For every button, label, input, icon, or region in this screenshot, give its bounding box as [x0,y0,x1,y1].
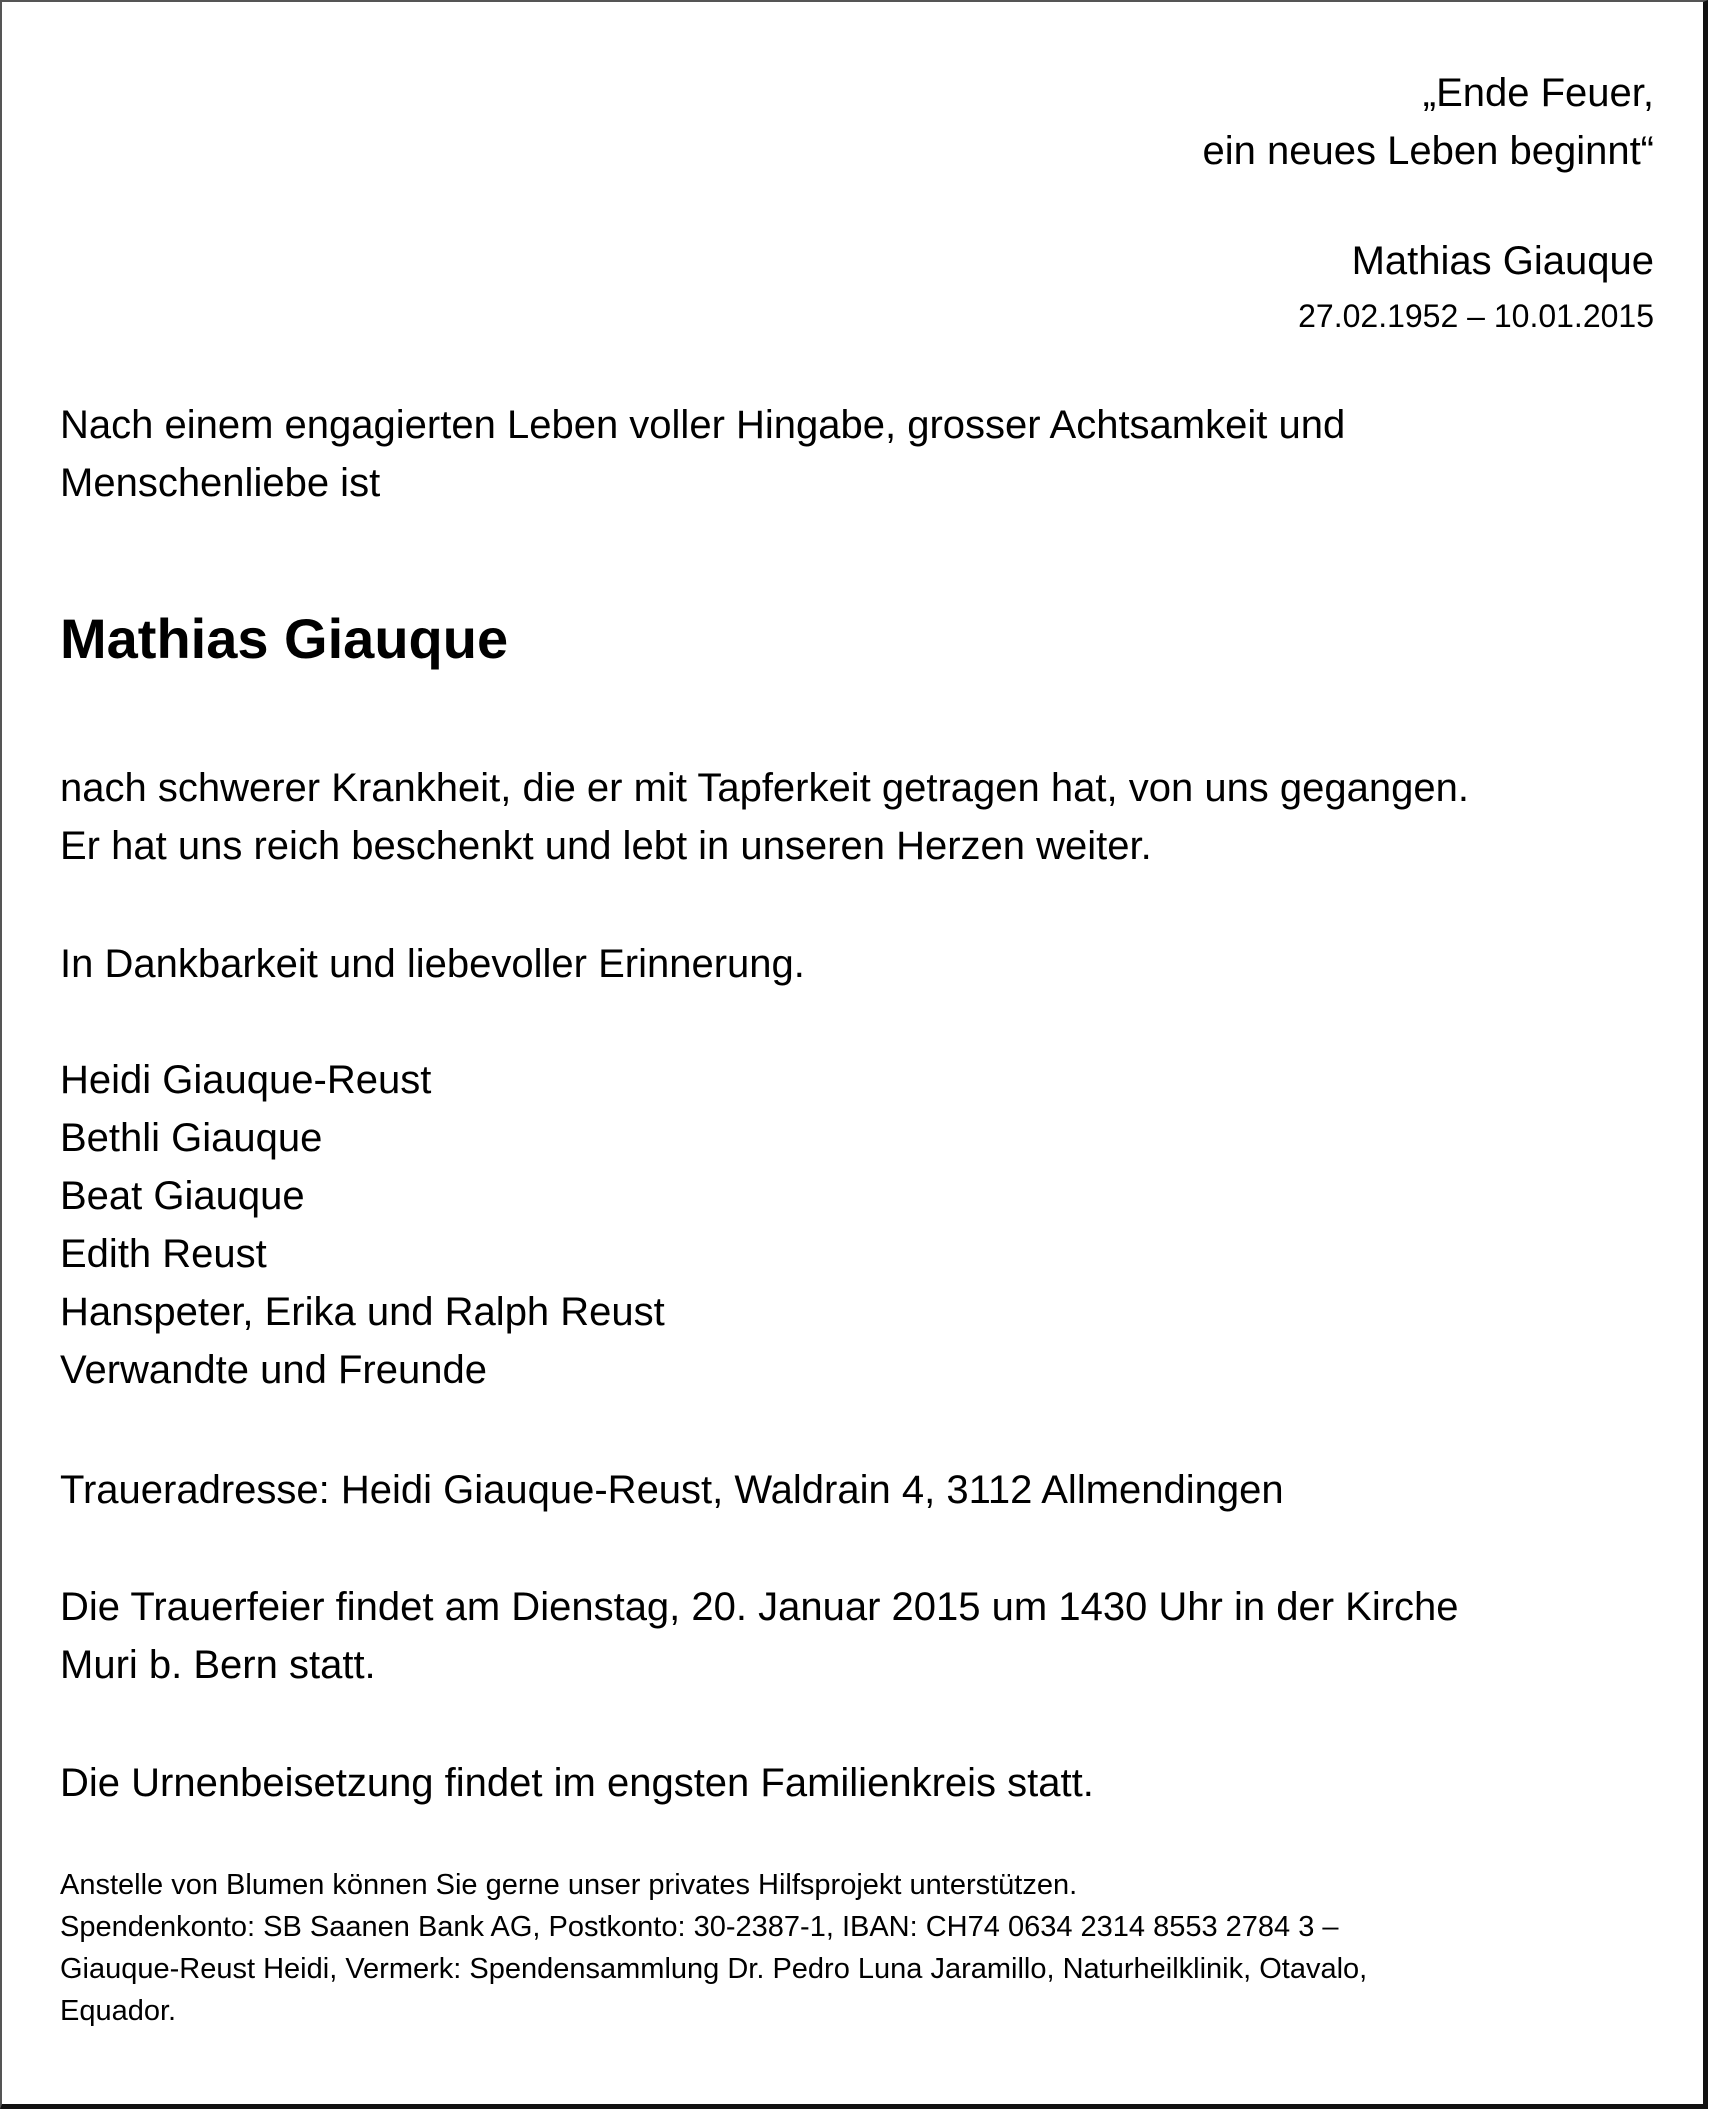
mourner-item: Heidi Giauque-Reust [60,1058,432,1102]
quote-line-2: ein neues Leben beginnt“ [1202,129,1654,173]
epigraph-quote [1203,64,1654,180]
mourners-list [60,1051,665,1399]
intro-line-1: Nach einem engagierten Leben voller Hingabe, grosser Achtsamkeit und [60,403,1346,447]
footer-line-2: Spendenkonto: SB Saanen Bank AG, Postkonto: 30-2387-1, IBAN: CH74 0634 2314 8553 2784 3 – [60,1911,1339,1943]
mourner-item: Bethli Giauque [60,1116,323,1160]
mourner-item: Edith Reust [60,1232,267,1276]
mourning-address: Traueradresse: Heidi Giauque-Reust, Waldrain 4, 3112 Allmendingen [60,1468,1284,1512]
body-line-2: Er hat uns reich beschenkt und lebt in unseren Herzen weiter. [60,824,1152,868]
mourner-item: Hanspeter, Erika und Ralph Reust [60,1290,665,1334]
intro-line-2: Menschenliebe ist [60,461,381,505]
body-line-1: nach schwerer Krankheit, die er mit Tapferkeit getragen hat, von uns gegangen. [60,766,1470,810]
header-name: Mathias Giauque [1351,239,1654,283]
intro-paragraph [60,396,1345,512]
ceremony-line-1: Die Trauerfeier findet am Dienstag, 20. Januar 2015 um 1430 Uhr in der Kirche [60,1585,1459,1629]
mourner-item: Beat Giauque [60,1174,305,1218]
mourner-item: Verwandte und Freunde [60,1348,487,1392]
ceremony-line-2: Muri b. Bern statt. [60,1643,376,1687]
quote-line-1: „Ende Feuer, [1422,71,1654,115]
body-paragraph [60,759,1469,875]
burial-line: Die Urnenbeisetzung findet im engsten Familienkreis statt. [60,1761,1094,1805]
gratitude-line: In Dankbarkeit und liebevoller Erinnerung. [60,942,805,986]
ceremony-paragraph [60,1578,1459,1694]
donation-footer [60,1864,1367,2032]
footer-line-3: Giauque-Reust Heidi, Vermerk: Spendensammlung Dr. Pedro Luna Jaramillo, Naturheilklinik, Otavalo, [60,1953,1368,1985]
footer-line-1: Anstelle von Blumen können Sie gerne unser privates Hilfsprojekt unterstützen. [60,1869,1078,1901]
life-dates: 27.02.1952 – 10.01.2015 [1298,298,1654,334]
footer-line-4: Equador. [60,1995,177,2027]
deceased-name: Mathias Giauque [60,607,509,670]
